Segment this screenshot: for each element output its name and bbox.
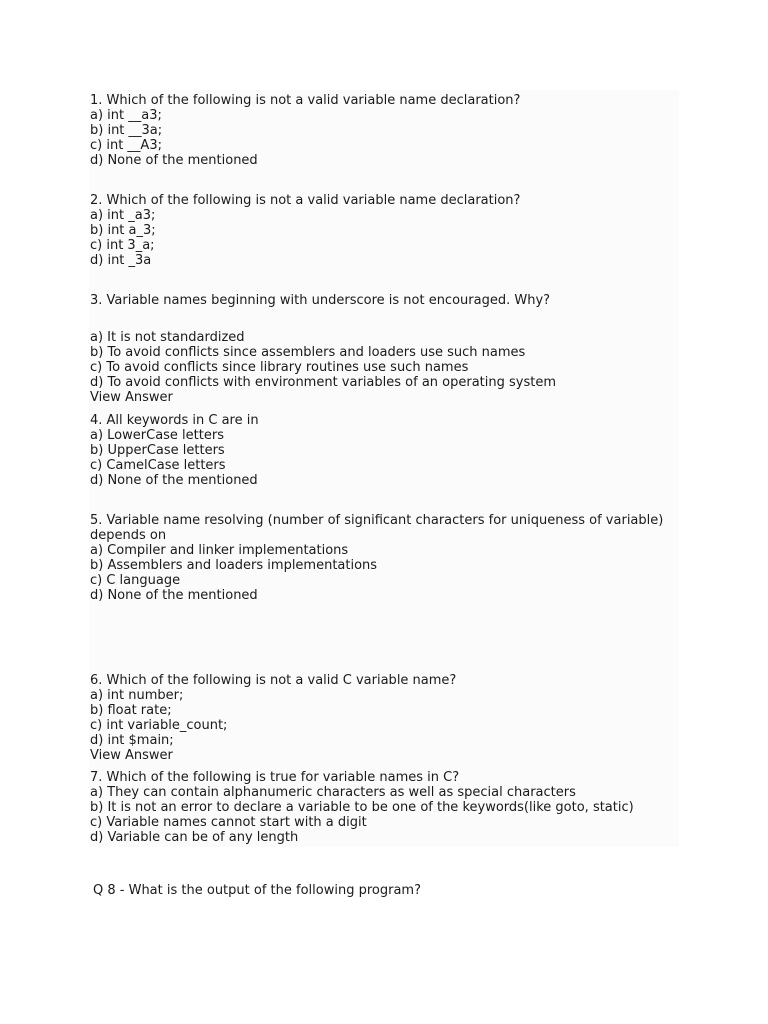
question-stem: 4. All keywords in C are in [90,413,259,428]
question-3 [90,293,690,308]
question-stem: 3. Variable names beginning with underscore is not encouraged. Why? [90,293,551,308]
view-answer-link[interactable]: View Answer [90,748,173,763]
option-b: b) To avoid conflicts since assemblers and loaders use such names [90,345,526,360]
option-d: d) None of the mentioned [90,153,258,168]
question-stem-continued: depends on [90,528,167,543]
option-b: b) int a_3; [90,223,156,238]
option-d: d) To avoid conflicts with environment variables of an operating system [90,375,557,390]
question-stem: 7. Which of the following is true for variable names in C? [90,770,460,785]
question-5 [90,513,690,603]
option-a: a) int __a3; [90,108,162,123]
question-stem: 1. Which of the following is not a valid variable name declaration? [90,93,521,108]
question-stem: Q 8 - What is the output of the following program? [93,883,421,898]
question-stem: 6. Which of the following is not a valid C variable name? [90,673,457,688]
option-d: d) int _3a [90,253,152,268]
question-6 [90,673,690,763]
option-c: c) int variable_count; [90,718,228,733]
question-1 [90,93,690,168]
option-c: c) C language [90,573,181,588]
option-a: a) LowerCase letters [90,428,224,443]
option-b: b) UpperCase letters [90,443,225,458]
question-7 [90,770,690,845]
option-c: c) int 3_a; [90,238,155,253]
question-stem: 2. Which of the following is not a valid variable name declaration? [90,193,521,208]
option-a: a) int _a3; [90,208,156,223]
option-c: c) CamelCase letters [90,458,226,473]
option-c: c) Variable names cannot start with a digit [90,815,367,830]
question-stem: 5. Variable name resolving (number of significant characters for uniqueness of variable) [90,513,664,528]
question-3-options [90,330,690,405]
question-4 [90,413,690,488]
option-a: a) Compiler and linker implementations [90,543,349,558]
option-a: a) int number; [90,688,184,703]
question-8 [93,883,693,898]
option-d: d) Variable can be of any length [90,830,299,845]
option-a: a) It is not standardized [90,330,245,345]
option-b: b) int __3a; [90,123,163,138]
option-c: c) int __A3; [90,138,162,153]
option-a: a) They can contain alphanumeric characters as well as special characters [90,785,576,800]
question-2 [90,193,690,268]
option-d: d) None of the mentioned [90,473,258,488]
option-b: b) Assemblers and loaders implementations [90,558,378,573]
view-answer-link[interactable]: View Answer [90,390,173,405]
option-d: d) int $main; [90,733,174,748]
option-b: b) float rate; [90,703,172,718]
option-d: d) None of the mentioned [90,588,258,603]
option-c: c) To avoid conflicts since library routines use such names [90,360,469,375]
option-b: b) It is not an error to declare a variable to be one of the keywords(like goto, static) [90,800,634,815]
